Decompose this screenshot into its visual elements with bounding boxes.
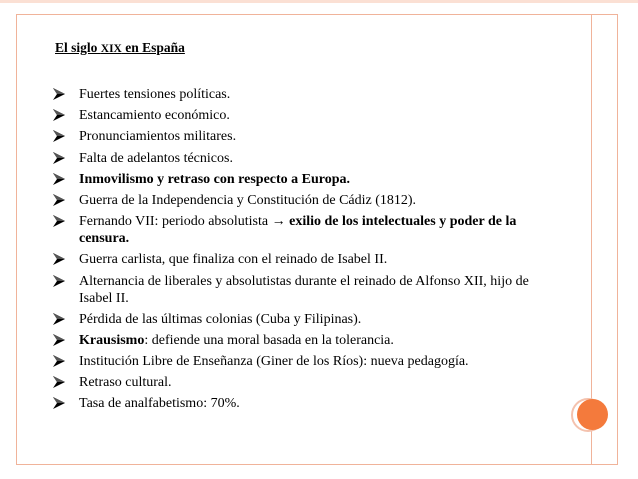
item-text: Guerra carlista, que finaliza con el reinado de Isabel II. bbox=[79, 252, 388, 268]
item-text: Tasa de analfabetismo: 70%. bbox=[79, 396, 240, 412]
bullet-list bbox=[52, 86, 552, 417]
list-item bbox=[52, 107, 552, 124]
arrowhead-bullet-icon bbox=[52, 312, 66, 326]
arrowhead-bullet-icon bbox=[52, 108, 66, 122]
bold-text: Inmovilismo y retraso con respecto a Europa. bbox=[79, 171, 351, 187]
bold-text: exilio de los intelectuales y poder de la censura. bbox=[79, 214, 517, 247]
arrowhead-bullet-icon bbox=[52, 151, 66, 165]
title-century: XIX bbox=[100, 43, 122, 55]
top-accent-bar bbox=[0, 0, 638, 3]
item-text: Pérdida de las últimas colonias (Cuba y Filipinas). bbox=[79, 311, 362, 327]
list-item bbox=[52, 353, 552, 370]
arrowhead-bullet-icon bbox=[52, 354, 66, 368]
arrowhead-bullet-icon bbox=[52, 274, 66, 288]
arrowhead-bullet-icon bbox=[52, 214, 66, 228]
arrowhead-bullet-icon bbox=[52, 129, 66, 143]
item-text: Guerra de la Independencia y Constitución de Cádiz (1812). bbox=[79, 192, 417, 208]
list-item bbox=[52, 86, 552, 103]
arrowhead-bullet-icon bbox=[52, 252, 66, 266]
list-item bbox=[52, 150, 552, 167]
item-text: Pronunciamientos militares. bbox=[79, 129, 237, 145]
list-item bbox=[52, 128, 552, 145]
list-item bbox=[52, 332, 552, 349]
item-text: : defiende una moral basada en la tolerancia. bbox=[144, 332, 394, 348]
list-item bbox=[52, 171, 552, 188]
list-item bbox=[52, 374, 552, 391]
slide-title bbox=[55, 40, 185, 56]
list-item bbox=[52, 311, 552, 328]
item-text: Institución Libre de Enseñanza (Giner de los Ríos): nueva pedagogía. bbox=[79, 354, 469, 370]
item-text: Fuertes tensiones políticas. bbox=[79, 87, 231, 102]
item-text: Falta de adelantos técnicos. bbox=[79, 150, 233, 166]
arrowhead-bullet-icon bbox=[52, 172, 66, 186]
decorative-orange-circle bbox=[577, 399, 608, 430]
list-item bbox=[52, 192, 552, 209]
list-item bbox=[52, 251, 552, 268]
list-item bbox=[52, 213, 552, 247]
list-item bbox=[52, 273, 552, 307]
title-suffix: en España bbox=[121, 40, 185, 55]
item-text: Fernando VII: periodo absolutista → bbox=[79, 214, 290, 230]
list-item bbox=[52, 395, 552, 412]
arrowhead-bullet-icon bbox=[52, 396, 66, 410]
arrowhead-bullet-icon bbox=[52, 87, 66, 101]
title-prefix: El siglo bbox=[55, 40, 101, 55]
item-text: Retraso cultural. bbox=[79, 375, 172, 391]
bold-text: Krausismo bbox=[79, 332, 145, 348]
arrowhead-bullet-icon bbox=[52, 193, 66, 207]
item-text: Alternancia de liberales y absolutistas durante el reinado de Alfonso XII, hijo de Isabel II. bbox=[79, 273, 529, 306]
right-divider-line bbox=[591, 15, 592, 464]
arrowhead-bullet-icon bbox=[52, 375, 66, 389]
arrowhead-bullet-icon bbox=[52, 333, 66, 347]
item-text: Estancamiento económico. bbox=[79, 108, 230, 124]
